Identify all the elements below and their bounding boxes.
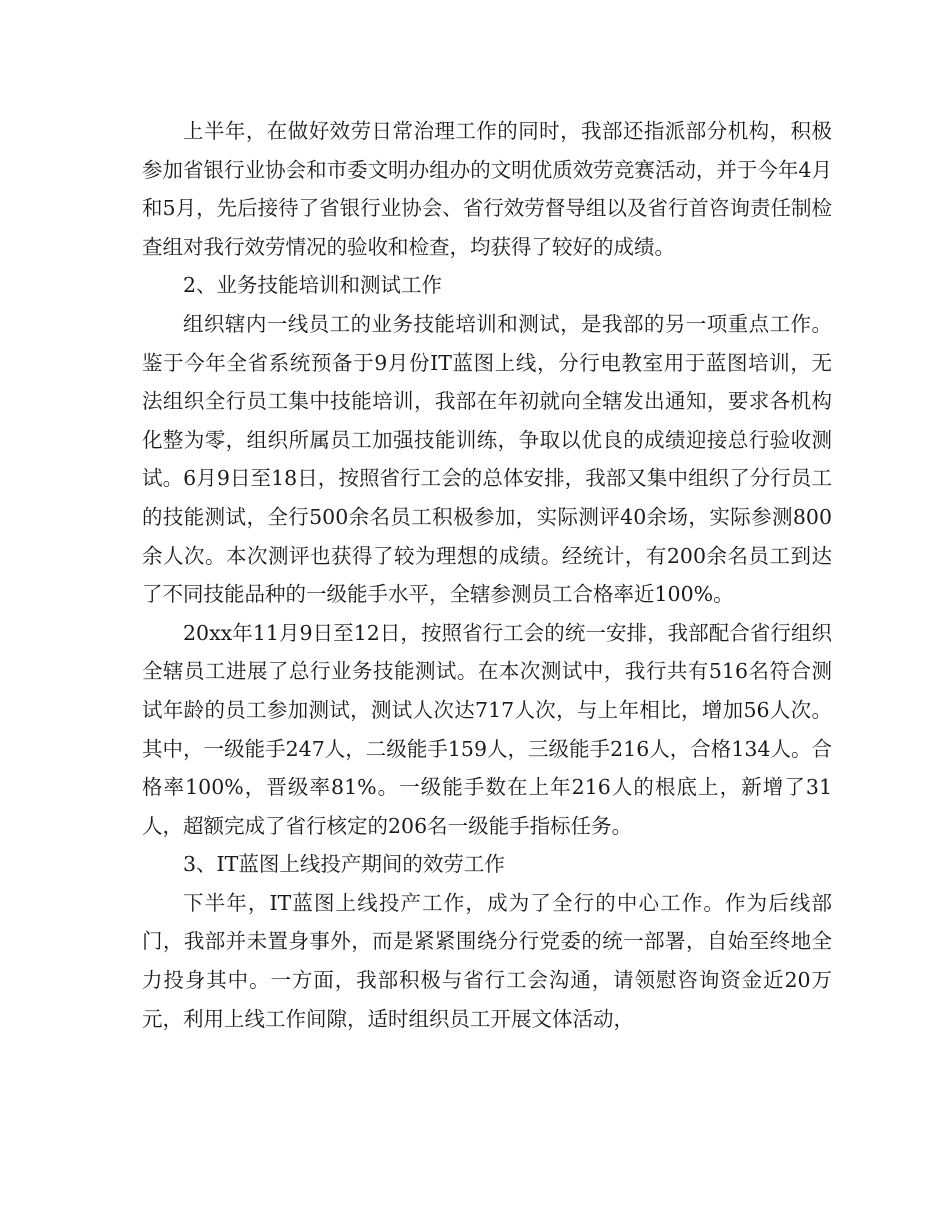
section-heading-it-blueprint: 3、IT蓝图上线投产期间的效劳工作 xyxy=(183,852,505,877)
document-body xyxy=(142,112,832,1038)
paragraph-it-blueprint: 下半年，IT蓝图上线投产工作，成为了全行的中心工作。作为后线部门，我部并未置身事外，而是紧紧围绕分行党委的统一部署，自始至终地全力投身其中。一方面，我部积极与省行工会沟通，请领慰咨询资金近20万元，利用上线工作间隙，适时组织员工开展文体活动， xyxy=(142,890,832,1031)
paragraph-skills-test-results: 20xx年11月9日至12日，按照省行工会的统一安排，我部配合省行组织全辖员工进展了总行业务技能测试。在本次测试中，我行共有516名符合测试年龄的员工参加测试，测试人次达717人次，与上年相比，增加56人次。其中，一级能手247人，二级能手159人，三级能手216人，合格134人。合格率100%，晋级率81%。一级能手数在上年216人的根底上，新增了31人，超额完成了省行核定的206名一级能手指标任务。 xyxy=(142,620,832,838)
section-heading-skills-training: 2、业务技能培训和测试工作 xyxy=(183,273,443,298)
paragraph-service-management: 上半年，在做好效劳日常治理工作的同时，我部还指派部分机构，积极参加省银行业协会和市委文明办组办的文明优质效劳竞赛活动，并于今年4月和5月，先后接待了省银行业协会、省行效劳督导组以及省行首咨询责任制检查组对我行效劳情况的验收和检查，均获得了较好的成绩。 xyxy=(142,119,832,259)
paragraph-skills-training: 组织辖内一线员工的业务技能培训和测试，是我部的另一项重点工作。鉴于今年全省系统预备于9月份IT蓝图上线，分行电教室用于蓝图培训，无法组织全行员工集中技能培训，我部在年初就向全辖发出通知，要求各机构化整为零，组织所属员工加强技能训练，争取以优良的成绩迎接总行验收测试。6月9日至18日，按照省行工会的总体安排，我部又集中组织了分行员工的技能测试，全行500余名员工积极参加，实际测评40余场，实际参测800余人次。本次测评也获得了较为理想的成绩。经统计，有200余名员工到达了不同技能品种的一级能手水平，全辖参测员工合格率近100%。 xyxy=(142,311,832,607)
